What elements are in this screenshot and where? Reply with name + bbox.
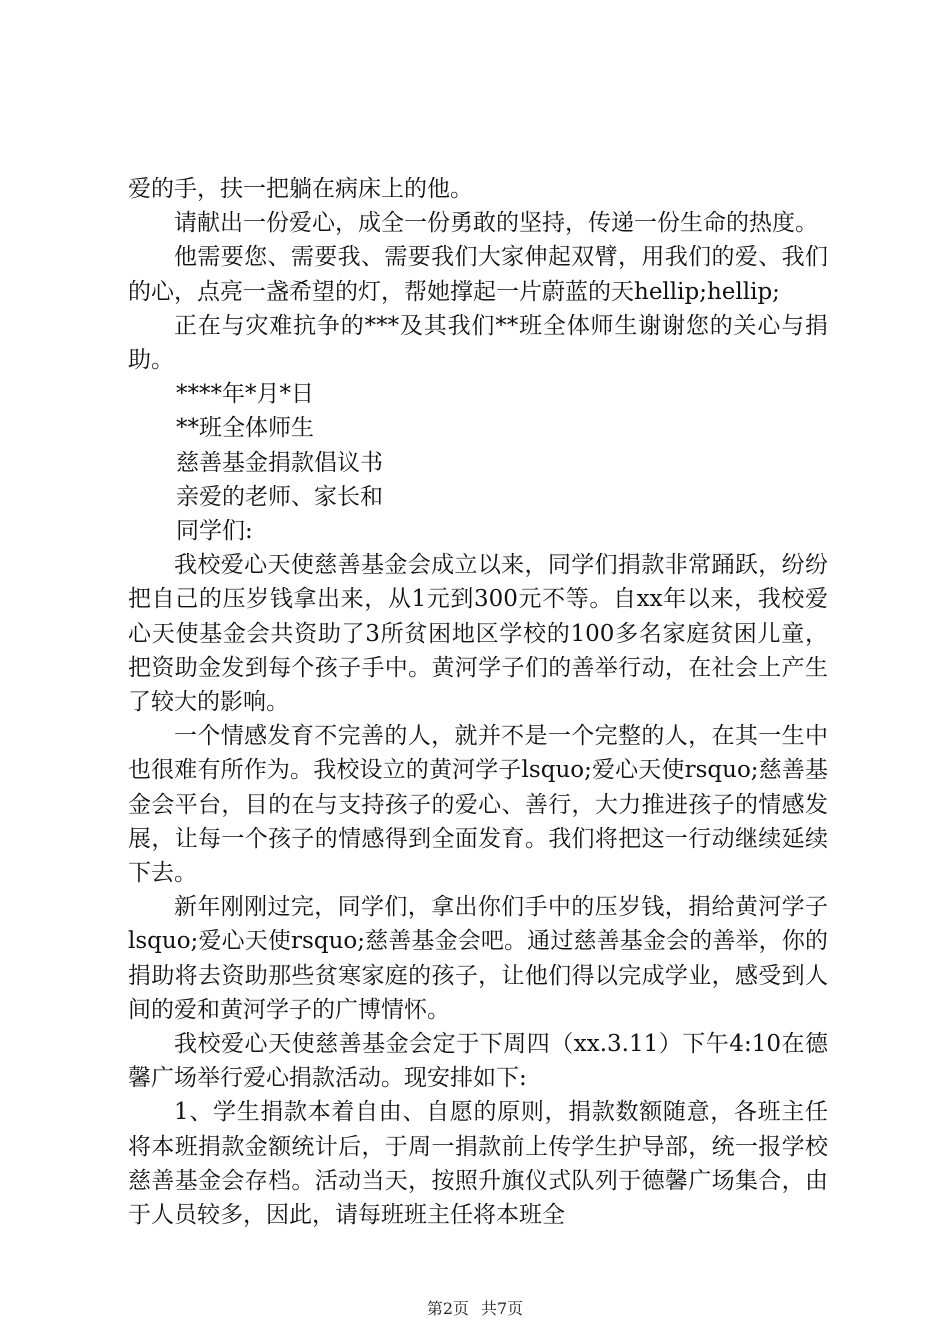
page-footer — [0, 1299, 950, 1319]
page-number: 第2页 — [426, 1299, 469, 1318]
paragraph-appeal: 请献出一份爱心，成全一份勇敢的坚持，传递一份生命的热度。 — [174, 210, 818, 237]
signature-class: **班全体师生 — [176, 415, 314, 442]
section-title: 慈善基金捐款倡议书 — [176, 449, 383, 476]
paragraph-schedule: 我校爱心天使慈善基金会定于下周四（xx.3.11）下午4:10在德馨广场举行爱心捐款活动。现安排如下: — [128, 1031, 828, 1092]
salutation-line-2: 同学们: — [176, 518, 253, 545]
paragraph-thanks: 正在与灾难抗争的***及其我们**班全体师生谢谢您的关心与捐助。 — [128, 312, 828, 374]
paragraph-continuation: 爱的手，扶一把躺在病床上的他。 — [128, 176, 473, 202]
document-body — [128, 172, 828, 1232]
salutation-line-1: 亲爱的老师、家长和 — [176, 483, 383, 510]
paragraph-arrangement-1: 1、学生捐款本着自由、自愿的原则，捐款数额随意，各班主任将本班捐款金额统计后，于周一捐款前上传学生护导部，统一报学校慈善基金会存档。活动当天，按照升旗仪式队列于德馨广场集合，由于人员较多，因此，请每班班主任将本班全 — [128, 1099, 828, 1229]
paragraph-call: 新年刚刚过完，同学们，拿出你们手中的压岁钱，捐给黄河学子lsquo;爱心天使rsquo;慈善基金会吧。通过慈善基金会的善举，你的捐助将去资助那些贫寒家庭的孩子，让他们得以完成学业，感受到人间的爱和黄河学子的广博情怀。 — [128, 894, 828, 1023]
page-total: 共7页 — [481, 1299, 524, 1318]
paragraph-purpose: 一个情感发育不完善的人，就并不是一个完整的人，在其一生中也很难有所作为。我校设立的黄河学子lsquo;爱心天使rsquo;慈善基金会平台，目的在与支持孩子的爱心、善行，大力推进孩子的情感发展，让每一个孩子的情感得到全面发育。我们将把这一行动继续延续下去。 — [128, 723, 828, 887]
signature-date: ****年*月*日 — [176, 381, 314, 408]
paragraph-need: 他需要您、需要我、需要我们大家伸起双臂，用我们的爱、我们的心，点亮一盏希望的灯，帮她撑起一片蔚蓝的天hellip;hellip; — [128, 244, 828, 305]
paragraph-history: 我校爱心天使慈善基金会成立以来，同学们捐款非常踊跃，纷纷把自己的压岁钱拿出来，从1元到300元不等。自xx年以来，我校爱心天使基金会共资助了3所贫困地区学校的100多名家庭贫困儿童，把资助金发到每个孩子手中。黄河学子们的善举行动，在社会上产生了较大的影响。 — [128, 552, 828, 716]
